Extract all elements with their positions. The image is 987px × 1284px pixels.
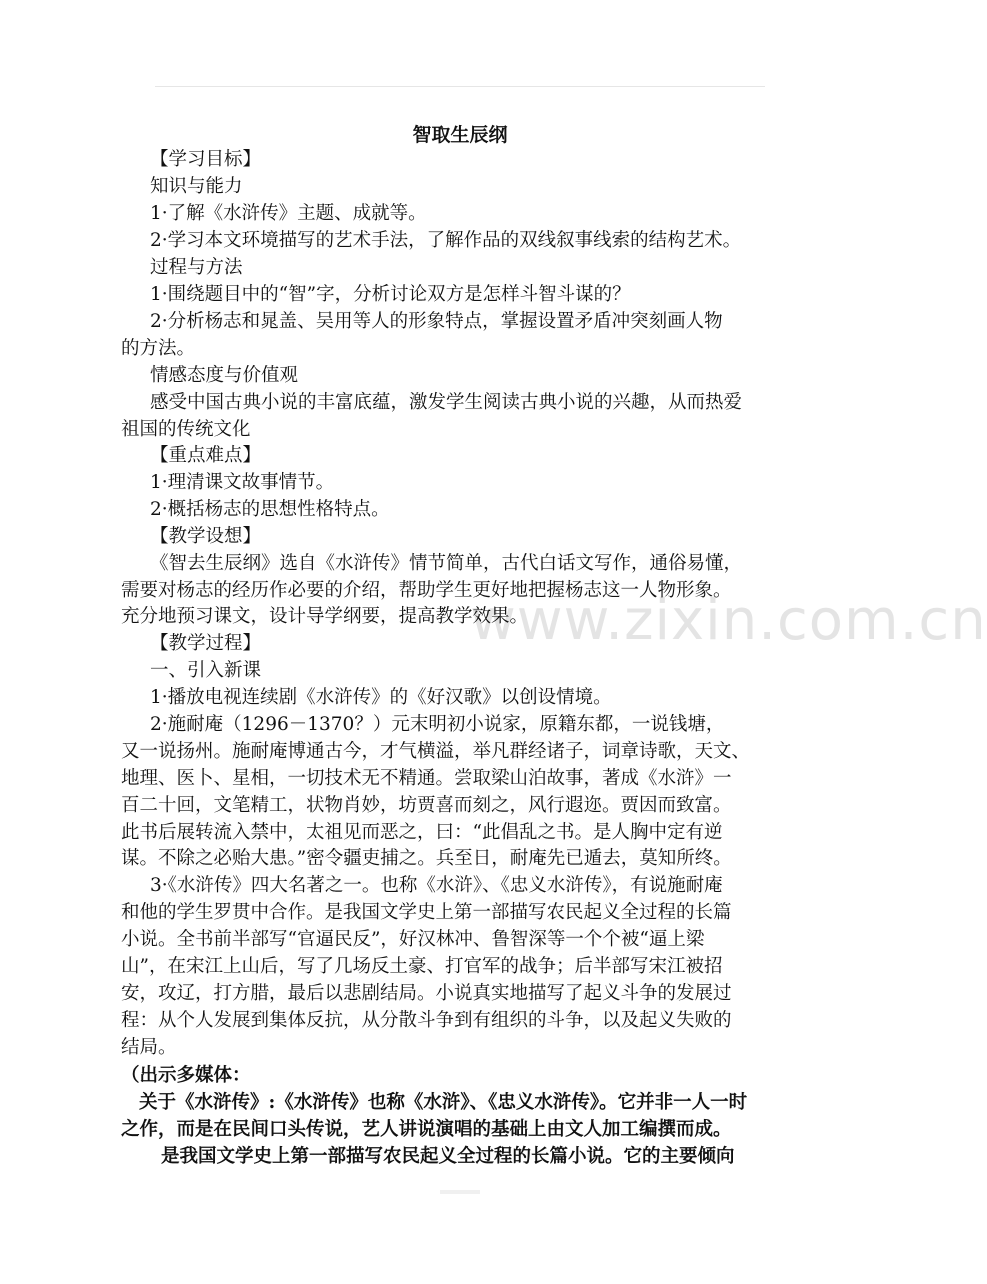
paragraph-line: 山”，在宋江上山后，写了几场反土豪、打官军的战争；后半部写宋江被招	[121, 956, 723, 977]
paragraph-line: 2·分析杨志和晁盖、吴用等人的形象特点，掌握设置矛盾冲突刻画人物	[150, 311, 723, 332]
paragraph-line: 结局。	[121, 1037, 177, 1058]
paragraph-line: 地理、医卜、星相，一切技术无不精通。尝取梁山泊故事，著成《水浒》一	[121, 768, 732, 789]
multimedia-heading: （出示多媒体：	[121, 1065, 251, 1086]
paragraph-line: 3·《水浒传》四大名著之一。也称《水浒》、《忠义水浒传》，有说施耐庵	[150, 875, 723, 896]
paragraph-line: 感受中国古典小说的丰富底蕴，激发学生阅读古典小说的兴趣，从而热爱	[150, 392, 743, 413]
bold-paragraph-line: 关于《水浒传》:《水浒传》也称《水浒》、《忠义水浒传》。它并非一人一时	[139, 1092, 748, 1113]
header-rule	[155, 86, 765, 87]
paragraph-line: 1·围绕题目中的“智”字，分析讨论双方是怎样斗智斗谋的？	[150, 284, 631, 305]
paragraph-line: 安，攻辽，打方腊，最后以悲剧结局。小说真实地描写了起义斗争的发展过	[121, 983, 732, 1004]
subheading-knowledge: 知识与能力	[150, 176, 243, 197]
paragraph-line: 1·理清课文故事情节。	[150, 472, 335, 493]
document-title: 智取生辰纲	[412, 124, 508, 146]
paragraph-line: 2·学习本文环境描写的艺术手法，了解作品的双线叙事线索的结构艺术。	[150, 230, 742, 251]
paragraph-line: 1·了解《水浒传》主题、成就等。	[150, 203, 427, 224]
paragraph-line: 和他的学生罗贯中合作。是我国文学史上第一部描写农民起义全过程的长篇	[121, 902, 732, 923]
paragraph-line: 百二十回，文笔精工，状物肖妙，坊贾喜而刻之，风行遐迩。贾因而致富。	[121, 795, 732, 816]
paragraph-line: 充分地预习课文，设计导学纲要，提高教学效果。	[121, 606, 529, 627]
paragraph-line: 《智去生辰纲》选自《水浒传》情节简单，古代白话文写作，通俗易懂，	[150, 553, 743, 574]
subheading-intro: 一、引入新课	[150, 660, 262, 681]
paragraph-line: 祖国的传统文化	[121, 419, 251, 440]
bold-paragraph-line: 之作，而是在民间口头传说，艺人讲说演唱的基础上由文人加工编撰而成。	[121, 1119, 732, 1140]
subheading-process: 过程与方法	[150, 257, 243, 278]
paragraph-line: 的方法。	[121, 338, 196, 359]
section-heading-process: 【教学过程】	[150, 633, 262, 654]
paragraph-line: 程：从个人发展到集体反抗，从分散斗争到有组织的斗争，以及起义失败的	[121, 1010, 732, 1031]
bold-paragraph-line: 是我国文学史上第一部描写农民起义全过程的长篇小说。它的主要倾向	[161, 1146, 735, 1167]
watermark-text: www.zixin.com.cn	[470, 588, 987, 653]
paragraph-line: 又一说扬州。施耐庵博通古今，才气横溢，举凡群经诸子，词章诗歌，天文、	[121, 741, 751, 762]
section-heading-key-points: 【重点难点】	[150, 445, 262, 466]
paragraph-line: 此书后展转流入禁中，太祖见而恶之，曰：“此倡乱之书。是人胸中定有逆	[121, 822, 723, 843]
paragraph-line: 2·概括杨志的思想性格特点。	[150, 499, 390, 520]
paragraph-line: 需要对杨志的经历作必要的介绍，帮助学生更好地把握杨志这一人物形象。	[121, 580, 732, 601]
paragraph-line: 小说。全书前半部写“官逼民反”，好汉林冲、鲁智深等一个个被“逼上梁	[121, 929, 705, 950]
section-heading-objectives: 【学习目标】	[150, 149, 262, 170]
paragraph-line: 谋。不除之必贻大患。”密令疆吏捕之。兵至日，耐庵先已遁去，莫知所终。	[121, 848, 732, 869]
footer-mark	[440, 1190, 480, 1194]
section-heading-design: 【教学设想】	[150, 526, 262, 547]
paragraph-line: 2·施耐庵（1296－1370？）元末明初小说家，原籍东都，一说钱塘，	[150, 714, 725, 735]
subheading-emotion: 情感态度与价值观	[150, 365, 299, 386]
paragraph-line: 1·播放电视连续剧《水浒传》的《好汉歌》以创设情境。	[150, 687, 612, 708]
